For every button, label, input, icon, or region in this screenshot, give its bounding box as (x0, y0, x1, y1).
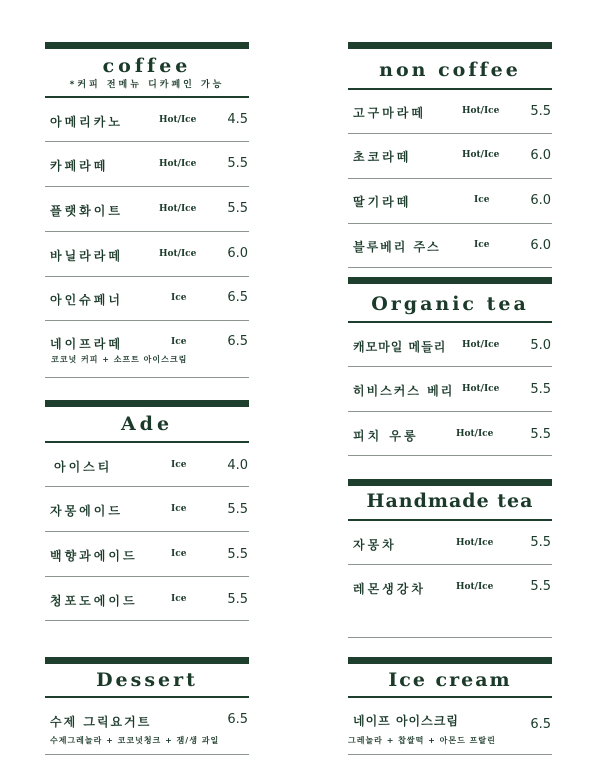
item-price: 5.5 (227, 201, 248, 216)
ade-section (45, 400, 249, 621)
item-price: 5.5 (530, 535, 551, 550)
ice-cream-section (348, 657, 552, 755)
coffee-section (45, 42, 249, 378)
item-type: Hot/Ice (462, 340, 500, 350)
menu-item (348, 565, 552, 609)
section-subtitle: *커피 전메뉴 디카페인 가능 (69, 80, 225, 90)
menu-item (348, 224, 552, 268)
item-price: 5.5 (530, 427, 551, 442)
item-name: 히비스커스 베리 (353, 384, 455, 398)
item-name: 자몽차 (353, 538, 397, 552)
menu-item (45, 443, 249, 487)
section-bottom-line (348, 637, 552, 638)
item-price: 6.5 (530, 717, 551, 732)
item-price: 5.5 (530, 382, 551, 397)
dessert-section (45, 657, 249, 755)
item-price: 5.5 (227, 156, 248, 171)
menu-item (45, 532, 249, 577)
menu-item (348, 134, 552, 179)
non-coffee-section (348, 42, 552, 268)
item-type: Ice (474, 240, 490, 250)
item-type: Hot/Ice (456, 429, 494, 439)
item-name: 자몽에이드 (50, 504, 123, 518)
item-name: 네이프라떼 (50, 337, 123, 351)
item-type: Ice (171, 504, 187, 514)
section-title: Dessert (96, 669, 198, 691)
item-name: 블루베리 주스 (353, 240, 441, 254)
menu-item (348, 90, 552, 134)
section-top-bar (348, 277, 552, 284)
item-type: Ice (171, 594, 187, 604)
item-type: Ice (171, 460, 187, 470)
menu-item (348, 179, 552, 224)
item-type: Hot/Ice (462, 150, 500, 160)
item-name: 아인슈페너 (50, 293, 123, 307)
item-name: 카페라떼 (50, 159, 109, 173)
menu-item (45, 577, 249, 621)
menu-item (45, 187, 249, 232)
item-price: 5.5 (227, 502, 248, 517)
item-description: 수제그레놀라 + 코코넛청크 + 잼/생 과일 (50, 736, 220, 745)
section-title: Handmade tea (366, 490, 534, 512)
section-title: Ade (120, 413, 174, 435)
item-type: Hot/Ice (159, 115, 197, 125)
item-price: 6.0 (227, 246, 248, 261)
item-description: 그레놀라 + 찹쌀떡 + 아몬드 프랄린 (348, 736, 496, 745)
menu-item (45, 698, 249, 755)
menu-item (45, 277, 249, 321)
menu-item (45, 321, 249, 378)
handmade-tea-section (348, 479, 552, 638)
item-type: Ice (171, 337, 187, 347)
item-price: 6.0 (530, 148, 551, 163)
item-price: 5.0 (530, 338, 551, 353)
menu-item (45, 98, 249, 142)
section-top-bar (348, 479, 552, 486)
section-title: coffee (102, 55, 192, 77)
item-name: 플랫화이트 (50, 204, 123, 218)
item-price: 6.5 (227, 712, 248, 727)
item-name: 딸기라떼 (353, 195, 412, 209)
item-name: 네이프 아이스크림 (353, 714, 459, 728)
item-price: 5.5 (227, 547, 248, 562)
item-name: 수제 그릭요거트 (50, 715, 152, 729)
item-name: 초코라떼 (353, 150, 412, 164)
item-price: 6.5 (227, 334, 248, 349)
section-top-bar (45, 657, 249, 664)
item-type: Ice (171, 293, 187, 303)
item-price: 6.0 (530, 238, 551, 253)
item-type: Hot/Ice (456, 582, 494, 592)
item-name: 캐모마일 메들리 (353, 340, 447, 354)
item-price: 5.5 (227, 592, 248, 607)
item-name: 고구마라떼 (353, 106, 426, 120)
item-name: 백향과에이드 (50, 549, 138, 563)
item-name: 피치 우롱 (353, 429, 419, 443)
item-type: Hot/Ice (159, 204, 197, 214)
section-top-bar (348, 42, 552, 49)
item-price: 5.5 (530, 104, 551, 119)
item-name: 레몬생강차 (353, 582, 426, 596)
section-title: Ice cream (388, 669, 512, 691)
menu-item (45, 142, 249, 187)
section-top-bar (45, 400, 249, 407)
item-type: Hot/Ice (462, 384, 500, 394)
item-price: 4.0 (227, 458, 248, 473)
organic-tea-section (348, 277, 552, 456)
item-description: 코코넛 커피 + 소프트 아이스크림 (51, 355, 188, 364)
item-price: 6.0 (530, 193, 551, 208)
menu-item (348, 698, 552, 755)
item-price: 6.5 (227, 290, 248, 305)
item-type: Hot/Ice (159, 249, 197, 259)
item-name: 바닐라라떼 (50, 249, 123, 263)
item-type: Hot/Ice (462, 106, 500, 116)
section-title: non coffee (379, 59, 521, 81)
menu-item (45, 232, 249, 277)
item-type: Hot/Ice (456, 538, 494, 548)
menu-item (45, 487, 249, 532)
item-price: 4.5 (227, 112, 248, 127)
item-name: 아메리카노 (50, 115, 123, 129)
section-title: Organic tea (371, 293, 529, 315)
item-type: Hot/Ice (159, 159, 197, 169)
menu-item (348, 367, 552, 412)
section-top-bar (45, 42, 249, 49)
item-name: 아이스티 (54, 460, 113, 474)
menu-item (348, 323, 552, 367)
menu-item (348, 521, 552, 565)
section-top-bar (348, 657, 552, 664)
item-price: 5.5 (530, 579, 551, 594)
item-type: Ice (171, 549, 187, 559)
item-name: 청포도에이드 (50, 594, 138, 608)
menu-item (348, 412, 552, 456)
item-type: Ice (474, 195, 490, 205)
